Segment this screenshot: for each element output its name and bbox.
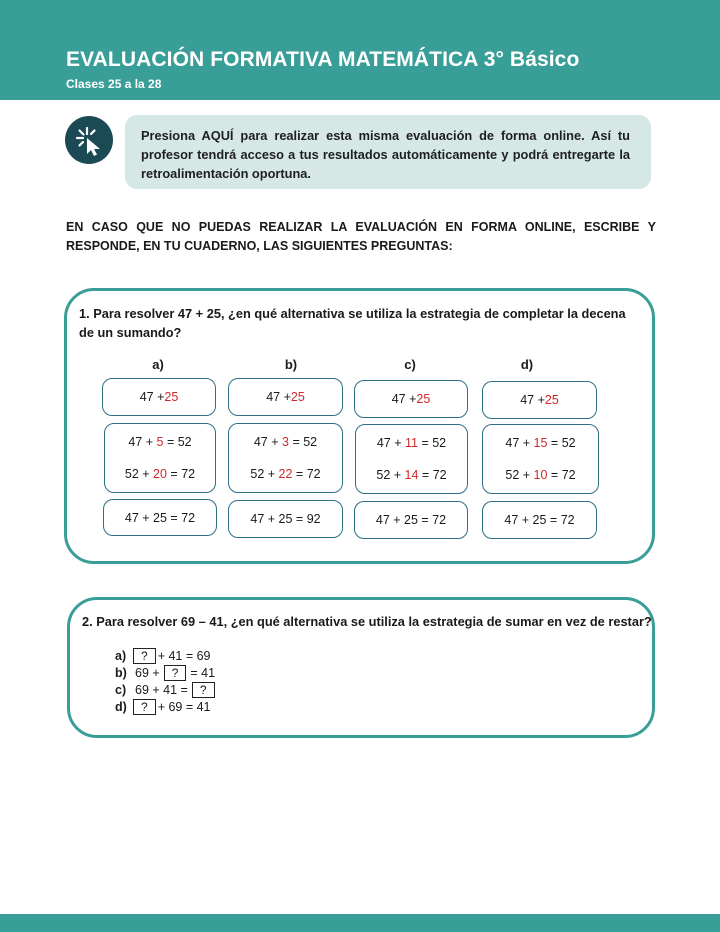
answer-box: ? [133,648,156,664]
page-header [0,0,720,100]
alternative-c-steps-box: 47 + 11 = 52 52 + 14 = 72 [355,424,468,494]
page-title: EVALUACIÓN FORMATIVA MATEMÁTICA 3° Básico [66,48,580,71]
alternative-a-steps-box: 47 + 5 = 52 52 + 20 = 72 [104,423,216,493]
cursor-click-icon[interactable] [65,116,113,164]
question-2-option-b: b) 69 + ? = 41 [115,665,216,680]
page-subtitle: Clases 25 a la 28 [66,77,162,91]
question-2-option-c: c) 69 + 41 = ? [115,681,217,698]
question-2-option-d: d) ? + 69 = 41 [115,699,211,714]
alternative-c-result-box: 47 + 25 = 72 [354,501,468,539]
question-1-text: 1. Para resolver 47 + 25, ¿en qué alternativa se utiliza la estrategia de completar la decena de un sumando? [79,306,626,340]
online-evaluation-callout[interactable] [125,115,651,189]
alternative-d-result-box: 47 + 25 = 72 [482,501,597,539]
alternative-a-top-box: 47 + 25 [102,378,216,416]
alternative-a-label: a) [152,357,164,372]
question-2-option-a: a) ? + 41 = 69 [115,648,211,663]
alternative-b-steps-box: 47 + 3 = 52 52 + 22 = 72 [228,423,343,493]
online-evaluation-text[interactable]: Presiona AQUÍ para realizar esta misma evaluación de forma online. Así tu profesor tendrá acceso a tus resultados automáticamente y podrá entregarte la retroalimentación oportuna. [141,128,630,181]
answer-box: ? [133,699,156,715]
answer-box: ? [164,665,187,681]
question-2-text: 2. Para resolver 69 – 41, ¿en qué alternativa se utiliza la estrategia de sumar en vez de restar? [82,614,652,629]
alternative-c-label: c) [404,357,416,372]
page-footer-bar [0,914,720,932]
instructions-text: EN CASO QUE NO PUEDAS REALIZAR LA EVALUACIÓN EN FORMA ONLINE, ESCRIBE Y RESPONDE, EN TU CUADERNO, LAS SIGUIENTES PREGUNTAS: [66,220,656,253]
answer-box: ? [192,682,215,698]
alternative-a-result-box: 47 + 25 = 72 [103,499,217,536]
alternative-d-steps-box: 47 + 15 = 52 52 + 10 = 72 [482,424,599,494]
alternative-b-top-box: 47 + 25 [228,378,343,416]
alternative-b-result-box: 47 + 25 = 92 [228,500,343,538]
alternative-c-top-box: 47 + 25 [354,380,468,418]
alternative-b-label: b) [284,357,298,372]
alternative-d-label: d) [520,357,534,372]
alternative-d-top-box: 47 + 25 [482,381,597,419]
